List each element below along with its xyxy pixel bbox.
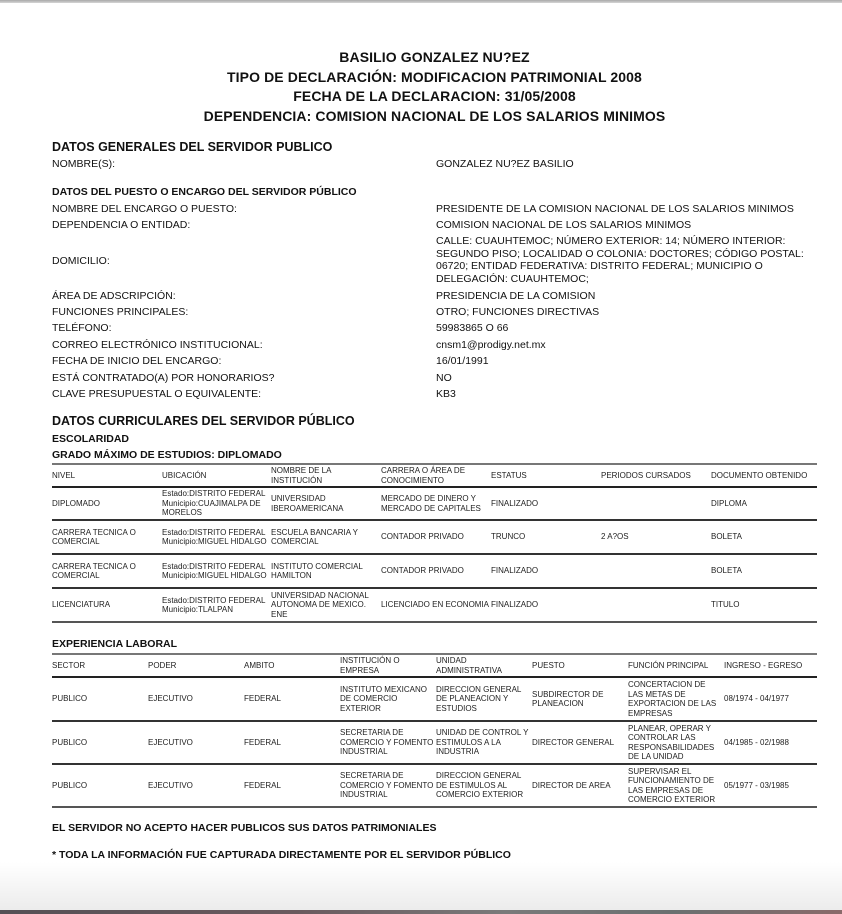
table-cell: 2 A?OS: [601, 532, 629, 542]
column-header: PODER: [148, 660, 177, 670]
declaration-type: TIPO DE DECLARACIÓN: MODIFICACION PATRIMONIAL 2008: [227, 68, 642, 85]
table-cell: CONTADOR PRIVADO: [381, 532, 464, 542]
field-value: NO: [436, 372, 452, 384]
table-cell: BOLETA: [711, 532, 742, 542]
field-label: FUNCIONES PRINCIPALES:: [52, 306, 189, 318]
table-cell: ESCUELA BANCARIA Y COMERCIAL: [271, 527, 358, 546]
name-label: NOMBRE(S):: [52, 158, 115, 170]
field-label: NOMBRE DEL ENCARGO O PUESTO:: [52, 203, 237, 215]
position-data-title: DATOS DEL PUESTO O ENCARGO DEL SERVIDOR PÚBLICO: [52, 186, 357, 198]
phone-value: 59983865 O 66: [436, 322, 509, 334]
column-header: PERIODOS CURSADOS: [601, 470, 691, 480]
schooling-table: [52, 463, 817, 623]
window-bottom-edge: [0, 910, 842, 914]
column-header: NOMBRE DE LA INSTITUCIÓN: [271, 466, 332, 485]
table-cell: TITULO: [711, 600, 740, 610]
table-cell: CARRERA TECNICA O COMERCIAL: [52, 527, 136, 546]
table-cell: SECRETARIA DE COMERCIO Y FOMENTO INDUSTRIAL: [340, 771, 434, 800]
document-header: [52, 48, 817, 126]
table-cell: INSTITUTO COMERCIAL HAMILTON: [271, 561, 363, 580]
page-bottom-shadow: [0, 862, 842, 910]
table-cell: TRUNCO: [491, 532, 526, 542]
table-cell: FINALIZADO: [491, 566, 539, 576]
table-cell: UNIDAD DE CONTROL Y ESTIMULOS A LA INDUSTRIA: [436, 728, 529, 757]
field-label: TELÉFONO:: [52, 322, 112, 334]
address-value: CALLE: CUAUHTEMOC; NÚMERO EXTERIOR: 14; NÚMERO INTERIOR: SEGUNDO PISO; LOCALIDAD O COLONIA: DOCTORES; CÓDIGO POSTAL: 06720; ENTIDAD FEDERATIVA: DISTRITO FEDERAL; MUNICIPIO O DELEGACIÓN: CUAUHTEMOC;: [436, 235, 804, 285]
table-cell: 05/1977 - 03/1985: [724, 780, 789, 790]
table-cell: DIPLOMA: [711, 498, 748, 508]
table-cell: SUPERVISAR EL FUNCIONAMIENTO DE LAS EMPRESAS DE COMERCIO EXTERIOR: [628, 766, 716, 804]
table-cell: EJECUTIVO: [148, 780, 193, 790]
window-top-edge: [0, 0, 842, 3]
table-cell: DIRECCION GENERAL DE ESTIMULOS AL COMERCIO EXTERIOR: [436, 771, 524, 800]
column-header: NIVEL: [52, 470, 76, 480]
table-cell: LICENCIADO EN ECONOMIA: [381, 600, 490, 610]
field-value: OTRO; FUNCIONES DIRECTIVAS: [436, 306, 600, 318]
column-header: ESTATUS: [491, 470, 527, 480]
table-row: [52, 764, 817, 807]
table-cell: SUBDIRECTOR DE PLANEACION: [532, 689, 604, 708]
table-cell: [601, 487, 711, 520]
column-header: SECTOR: [52, 660, 86, 670]
table-header-row: [52, 654, 817, 677]
general-data-title: DATOS GENERALES DEL SERVIDOR PUBLICO: [52, 140, 333, 154]
table-cell: EJECUTIVO: [148, 737, 193, 747]
field-label: ESTÁ CONTRATADO(A) POR HONORARIOS?: [52, 372, 275, 384]
table-cell: [601, 554, 711, 588]
table-cell: CONTADOR PRIVADO: [381, 566, 464, 576]
table-cell: 08/1974 - 04/1977: [724, 694, 789, 704]
table-row: [52, 588, 817, 622]
table-cell: INSTITUTO MEXICANO DE COMERCIO EXTERIOR: [340, 684, 427, 713]
experience-table: [52, 653, 817, 808]
name-value: GONZALEZ NU?EZ BASILIO: [436, 158, 574, 170]
table-cell: FINALIZADO: [491, 600, 539, 610]
table-cell: CARRERA TECNICA O COMERCIAL: [52, 561, 136, 580]
column-header: INSTITUCIÓN O EMPRESA: [340, 656, 400, 675]
table-cell: DIPLOMADO: [52, 498, 101, 508]
table-row: [52, 487, 817, 520]
field-label: CLAVE PRESUPUESTAL O EQUIVALENTE:: [52, 388, 262, 400]
declarant-name: BASILIO GONZALEZ NU?EZ: [339, 49, 530, 65]
field-value: PRESIDENTE DE LA COMISION NACIONAL DE LOS SALARIOS MINIMOS: [436, 203, 794, 215]
column-header: UBICACIÓN: [162, 470, 207, 480]
field-label: DEPENDENCIA O ENTIDAD:: [52, 219, 191, 231]
table-cell: 04/1985 - 02/1988: [724, 737, 789, 747]
field-value: 16/01/1991: [436, 355, 489, 367]
declaration-date: FECHA DE LA DECLARACION: 31/05/2008: [293, 88, 576, 104]
table-cell: PUBLICO: [52, 780, 88, 790]
field-label: ÁREA DE ADSCRIPCIÓN:: [52, 290, 176, 302]
table-cell: CONCERTACION DE LAS METAS DE EXPORTACION DE LAS EMPRESAS: [628, 680, 717, 718]
table-cell: Estado:DISTRITO FEDERAL Municipio:CUAJIMALPA DE MORELOS: [162, 489, 266, 518]
patrimonial-notice: EL SERVIDOR NO ACEPTO HACER PUBLICOS SUS DATOS PATRIMONIALES: [52, 822, 437, 834]
column-header: DOCUMENTO OBTENIDO: [711, 470, 808, 480]
column-header: FUNCIÓN PRINCIPAL: [628, 660, 709, 670]
table-cell: BOLETA: [711, 566, 742, 576]
dependency: DEPENDENCIA: COMISION NACIONAL DE LOS SALARIOS MINIMOS: [203, 107, 666, 124]
column-header: PUESTO: [532, 660, 565, 670]
table-cell: DIRECCION GENERAL DE PLANEACION Y ESTUDIOS: [436, 684, 522, 713]
column-header: CARRERA O ÁREA DE CONOCIMIENTO: [381, 466, 466, 485]
table-cell: Estado:DISTRITO FEDERAL Municipio:MIGUEL HIDALGO: [162, 527, 267, 546]
field-value: COMISION NACIONAL DE LOS SALARIOS MINIMOS: [436, 219, 692, 231]
table-row: [52, 677, 817, 721]
table-cell: UNIVERSIDAD IBEROAMERICANA: [271, 494, 344, 513]
table-cell: FINALIZADO: [491, 498, 539, 508]
table-cell: FEDERAL: [244, 780, 281, 790]
curricular-data-title: DATOS CURRICULARES DEL SERVIDOR PÚBLICO: [52, 414, 355, 428]
table-cell: [601, 588, 711, 622]
column-header: UNIDAD ADMINISTRATIVA: [436, 656, 502, 675]
table-cell: LICENCIATURA: [52, 600, 111, 610]
experience-title: EXPERIENCIA LABORAL: [52, 638, 178, 650]
schooling-label: ESCOLARIDAD: [52, 433, 130, 445]
table-cell: PUBLICO: [52, 737, 88, 747]
field-label: DOMICILIO:: [52, 255, 110, 267]
max-degree-label: GRADO MÁXIMO DE ESTUDIOS: DIPLOMADO: [52, 449, 282, 461]
column-header: INGRESO - EGRESO: [724, 660, 803, 670]
table-cell: PLANEAR, OPERAR Y CONTROLAR LAS RESPONSABILIDADES DE LA UNIDAD: [628, 723, 715, 761]
table-row: [52, 520, 817, 554]
field-value: PRESIDENCIA DE LA COMISION: [436, 290, 596, 302]
field-label: CORREO ELECTRÓNICO INSTITUCIONAL:: [52, 339, 263, 351]
email-value: cnsm1@prodigy.net.mx: [436, 339, 546, 351]
table-row: [52, 721, 817, 764]
table-header-row: [52, 464, 817, 487]
table-cell: DIRECTOR DE AREA: [532, 780, 611, 790]
table-cell: DIRECTOR GENERAL: [532, 737, 615, 747]
table-cell: FEDERAL: [244, 694, 281, 704]
table-cell: EJECUTIVO: [148, 694, 193, 704]
table-cell: Estado:DISTRITO FEDERAL Municipio:MIGUEL HIDALGO: [162, 561, 267, 580]
table-cell: FEDERAL: [244, 737, 281, 747]
table-cell: Estado:DISTRITO FEDERAL Municipio:TLALPAN: [162, 595, 266, 614]
table-cell: UNIVERSIDAD NACIONAL AUTONOMA DE MEXICO. ENE: [271, 590, 369, 619]
field-label: FECHA DE INICIO DEL ENCARGO:: [52, 355, 222, 367]
table-cell: PUBLICO: [52, 694, 88, 704]
capture-disclaimer: * TODA LA INFORMACIÓN FUE CAPTURADA DIRECTAMENTE POR EL SERVIDOR PÚBLICO: [52, 849, 511, 861]
field-value: KB3: [436, 388, 456, 400]
table-row: [52, 554, 817, 588]
table-cell: MERCADO DE DINERO Y MERCADO DE CAPITALES: [381, 494, 481, 513]
table-cell: SECRETARIA DE COMERCIO Y FOMENTO INDUSTRIAL: [340, 728, 434, 757]
column-header: AMBITO: [244, 660, 275, 670]
